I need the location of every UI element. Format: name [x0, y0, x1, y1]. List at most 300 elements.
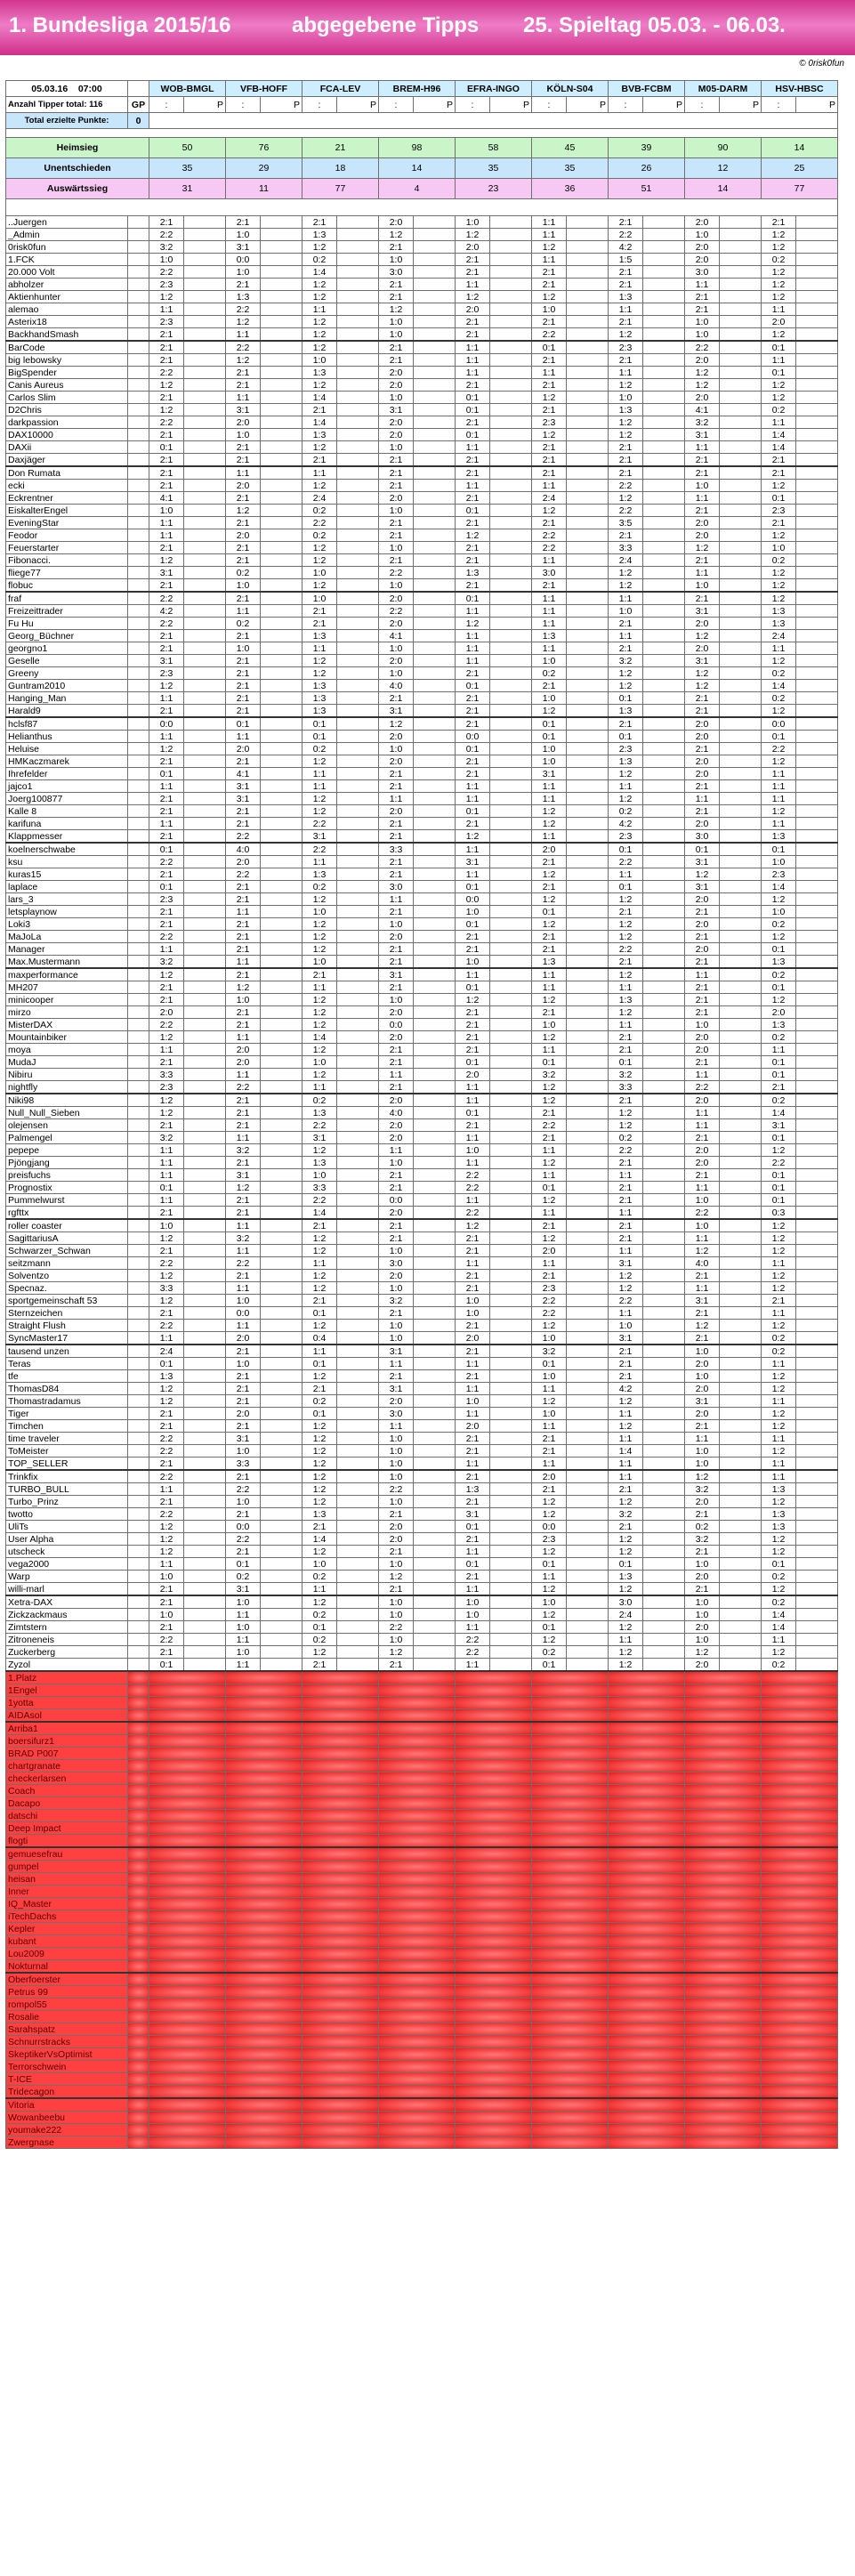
tip-cell: 1:2 [149, 680, 184, 692]
tip-cell: 1:2 [609, 893, 643, 906]
tip-points-cell [414, 1358, 456, 1370]
tip-points-cell [184, 1056, 226, 1069]
tip-points-cell [184, 1182, 226, 1194]
tip-points-cell [337, 1370, 379, 1383]
gp-cell [128, 768, 149, 780]
tip-cell: 2:1 [456, 1345, 490, 1358]
tip-points-cell [414, 1621, 456, 1634]
tip-cell: 2:1 [226, 680, 261, 692]
tip-cell: 1:0 [226, 1595, 261, 1609]
tip-points-cell [720, 893, 762, 906]
tip-points-cell [643, 1546, 685, 1558]
tip-points-cell [414, 1182, 456, 1194]
tip-points-cell [643, 1295, 685, 1307]
tip-cell: 1:0 [456, 1595, 490, 1609]
tip-cell: 1:1 [456, 354, 490, 367]
tip-cell: 1:1 [456, 968, 490, 981]
tip-cell: 1:1 [456, 441, 490, 454]
tip-cell: 1:2 [532, 918, 567, 931]
tip-cell: 1:1 [302, 303, 337, 316]
tip-cell: 2:1 [609, 1345, 643, 1358]
tip-cell: 1:2 [302, 755, 337, 768]
tip-cell: 1:3 [762, 1019, 796, 1031]
tip-cell: 2:1 [456, 1282, 490, 1295]
tip-cell: 3:2 [685, 1533, 720, 1546]
stat-row-auswaertssieg [6, 179, 838, 199]
tip-cell: 1:1 [685, 793, 720, 805]
tip-cell: 1:2 [532, 241, 567, 254]
tip-points-cell [567, 830, 609, 844]
tipper-row [6, 279, 838, 291]
tip-cell: 3:2 [609, 655, 643, 667]
tip-points-cell [567, 1496, 609, 1508]
tip-points-cell [720, 843, 762, 856]
tip-points-cell [796, 1031, 838, 1044]
tip-cell: 2:1 [379, 1583, 414, 1596]
missing-tip-cell [226, 1684, 302, 1697]
tip-cell: 0:1 [149, 1358, 184, 1370]
tip-points-cell [414, 1408, 456, 1420]
tip-points-cell [796, 1508, 838, 1521]
tip-points-cell [643, 316, 685, 328]
tip-points-cell [184, 441, 226, 454]
tip-points-cell [567, 667, 609, 680]
tipper-row [6, 492, 838, 505]
gp-cell [128, 1910, 149, 1923]
tip-cell: 2:2 [456, 1646, 490, 1659]
match-header: M05-DARM [685, 81, 762, 97]
tipper-name: Timchen [6, 1420, 128, 1433]
tip-cell: 2:0 [379, 1031, 414, 1044]
missing-tip-cell [456, 1948, 532, 1960]
tipper-row [6, 805, 838, 818]
missing-tip-cell [456, 1671, 532, 1684]
gp-cell [128, 492, 149, 505]
gp-cell [128, 1395, 149, 1408]
tipper-row [6, 466, 838, 480]
tip-cell: 0:1 [532, 341, 567, 354]
tip-cell: 3:0 [379, 1408, 414, 1420]
tip-points-cell [643, 1245, 685, 1257]
missing-tipper-row [6, 2086, 838, 2099]
tip-points-cell [184, 642, 226, 655]
tip-points-cell [567, 316, 609, 328]
missing-tip-cell [762, 1923, 838, 1935]
missing-tip-cell [609, 1973, 685, 1986]
missing-tip-cell [149, 1773, 226, 1785]
missing-tip-cell [226, 1835, 302, 1848]
tip-cell: 0:1 [762, 1132, 796, 1144]
missing-tip-cell [762, 1986, 838, 1999]
tip-cell: 3:1 [532, 768, 567, 780]
tip-points-cell [796, 931, 838, 943]
tipper-name: 0risk0fun [6, 241, 128, 254]
tip-cell: 1:0 [685, 1345, 720, 1358]
missing-tip-cell [685, 1935, 762, 1948]
gp-label: GP [128, 97, 149, 113]
tip-cell: 2:0 [379, 1132, 414, 1144]
tip-cell: 2:1 [609, 441, 643, 454]
gp-cell [128, 1659, 149, 1672]
tipper-name: Joerg100877 [6, 793, 128, 805]
missing-tipper-name: iTechDachs [6, 1910, 128, 1923]
tip-cell: 2:1 [226, 755, 261, 768]
tip-cell: 1:0 [226, 1646, 261, 1659]
missing-tipper-row [6, 1671, 838, 1684]
gp-cell [128, 731, 149, 743]
tipper-row [6, 1031, 838, 1044]
tip-cell: 1:2 [302, 316, 337, 328]
tip-cell: 1:1 [456, 1132, 490, 1144]
tip-points-cell [796, 1232, 838, 1245]
tip-points-cell [796, 667, 838, 680]
missing-tip-cell [302, 2086, 379, 2099]
gp-cell [128, 906, 149, 918]
tipper-row [6, 830, 838, 844]
tip-cell: 1:0 [149, 1609, 184, 1621]
tip-points-cell [337, 717, 379, 731]
tip-cell: 2:1 [685, 1508, 720, 1521]
match-header: BVB-FCBM [609, 81, 685, 97]
tip-cell: 3:1 [149, 655, 184, 667]
tip-cell: 1:0 [456, 956, 490, 969]
tip-cell: 1:2 [762, 480, 796, 492]
tipper-name: Asterix18 [6, 316, 128, 328]
gp-cell [128, 1709, 149, 1723]
tip-points-cell [184, 705, 226, 718]
gp-cell [128, 1282, 149, 1295]
tip-points-cell [490, 1458, 532, 1471]
points-cell: P [414, 97, 456, 113]
tip-points-cell [643, 856, 685, 868]
tip-points-cell [184, 1395, 226, 1408]
missing-tip-cell [226, 1847, 302, 1861]
tip-points-cell [796, 1609, 838, 1621]
tip-points-cell [337, 1019, 379, 1031]
tip-cell: 1:1 [226, 1659, 261, 1672]
tip-cell: 1:1 [609, 780, 643, 793]
tip-points-cell [490, 893, 532, 906]
missing-tip-cell [149, 1760, 226, 1773]
tip-points-cell [414, 642, 456, 655]
missing-tip-cell [379, 1722, 456, 1735]
tip-cell: 1:1 [456, 1157, 490, 1169]
tip-points-cell [796, 1332, 838, 1345]
gp-cell [128, 692, 149, 705]
tipper-name: Zuckerberg [6, 1646, 128, 1659]
tip-cell: 1:3 [302, 680, 337, 692]
tip-points-cell [796, 229, 838, 241]
tip-points-cell [261, 906, 302, 918]
stat-value: 12 [685, 158, 762, 179]
tip-points-cell [720, 1031, 762, 1044]
tip-cell: 1:1 [532, 793, 567, 805]
tip-points-cell [796, 818, 838, 830]
tip-cell: 1:2 [149, 1295, 184, 1307]
tip-cell: 1:1 [456, 843, 490, 856]
tip-cell: 2:1 [685, 743, 720, 755]
tip-points-cell [337, 805, 379, 818]
tip-points-cell [184, 1646, 226, 1659]
tip-cell: 1:1 [379, 793, 414, 805]
tip-cell: 2:1 [149, 1119, 184, 1132]
tip-points-cell [567, 1383, 609, 1395]
missing-tip-cell [609, 1960, 685, 1974]
tip-points-cell [261, 1345, 302, 1358]
tip-points-cell [337, 1107, 379, 1119]
tip-points-cell [490, 931, 532, 943]
tip-points-cell [643, 1659, 685, 1672]
tip-cell: 1:1 [685, 492, 720, 505]
missing-tip-cell [456, 1822, 532, 1835]
tip-points-cell [643, 780, 685, 793]
tip-cell: 2:2 [609, 505, 643, 517]
tip-cell: 2:1 [609, 466, 643, 480]
tip-points-cell [720, 1496, 762, 1508]
tip-points-cell [261, 216, 302, 229]
missing-tipper-row [6, 1735, 838, 1748]
tip-cell: 1:2 [302, 1282, 337, 1295]
tip-points-cell [490, 592, 532, 605]
tip-points-cell [337, 454, 379, 467]
tip-cell: 2:2 [532, 529, 567, 542]
tip-points-cell [643, 254, 685, 266]
tip-cell: 2:1 [456, 254, 490, 266]
missing-tip-cell [226, 1910, 302, 1923]
tip-cell: 2:2 [532, 1307, 567, 1320]
tip-cell: 1:2 [302, 441, 337, 454]
missing-tip-cell [302, 2048, 379, 2061]
tip-points-cell [337, 1094, 379, 1107]
tip-cell: 1:2 [302, 1496, 337, 1508]
tip-cell: 2:1 [532, 1132, 567, 1144]
gp-cell [128, 1835, 149, 1848]
tip-points-cell [184, 1132, 226, 1144]
missing-tipper-row [6, 1873, 838, 1886]
tip-cell: 1:1 [456, 655, 490, 667]
tip-points-cell [414, 1107, 456, 1119]
tip-points-cell [720, 1081, 762, 1094]
tip-cell: 1:0 [456, 1295, 490, 1307]
tip-points-cell [337, 630, 379, 642]
tip-cell: 1:2 [302, 1546, 337, 1558]
tip-cell: 1:2 [302, 1006, 337, 1019]
tip-cell: 0:1 [149, 768, 184, 780]
tip-cell: 2:1 [226, 1207, 261, 1220]
tip-points-cell [490, 881, 532, 893]
tip-points-cell [414, 1483, 456, 1496]
tip-points-cell [643, 266, 685, 279]
tip-cell: 1:0 [685, 480, 720, 492]
tip-cell: 1:2 [532, 1094, 567, 1107]
tip-cell: 1:0 [456, 906, 490, 918]
tip-cell: 0:1 [762, 1169, 796, 1182]
missing-tipper-row [6, 1886, 838, 1898]
tip-cell: 2:1 [149, 906, 184, 918]
tip-cell: 1:1 [456, 1621, 490, 1634]
missing-tip-cell [379, 2112, 456, 2124]
tip-cell: 1:2 [532, 1634, 567, 1646]
tipper-name: jajco1 [6, 780, 128, 793]
missing-tip-cell [379, 2061, 456, 2073]
tip-cell: 1:1 [149, 1194, 184, 1207]
tipper-row [6, 454, 838, 467]
tip-points-cell [567, 1470, 609, 1483]
missing-tip-cell [456, 1960, 532, 1974]
tipper-row [6, 1595, 838, 1609]
tip-cell: 0:1 [149, 1659, 184, 1672]
tip-points-cell [567, 755, 609, 768]
tip-cell: 2:1 [149, 429, 184, 441]
tip-points-cell [184, 1245, 226, 1257]
tip-cell: 2:1 [609, 717, 643, 731]
missing-tip-cell [302, 1973, 379, 1986]
tip-points-cell [261, 1295, 302, 1307]
tip-cell: 1:1 [379, 1069, 414, 1081]
gp-cell [128, 1458, 149, 1471]
missing-tip-cell [226, 1773, 302, 1785]
tip-points-cell [414, 291, 456, 303]
gp-cell [128, 1861, 149, 1873]
tip-points-cell [643, 1345, 685, 1358]
tip-cell: 2:0 [685, 1621, 720, 1634]
tip-cell: 2:1 [149, 1408, 184, 1420]
gp-cell [128, 1797, 149, 1810]
tip-cell: 2:1 [226, 554, 261, 567]
tip-cell: 1:3 [762, 618, 796, 630]
tip-cell: 1:0 [379, 1157, 414, 1169]
tip-cell: 0:1 [762, 1056, 796, 1069]
tip-cell: 1:2 [532, 1031, 567, 1044]
tip-points-cell [490, 579, 532, 593]
tip-points-cell [337, 505, 379, 517]
missing-tip-cell [685, 1785, 762, 1797]
tip-points-cell [490, 830, 532, 844]
tip-points-cell [720, 1132, 762, 1144]
tip-points-cell [414, 1508, 456, 1521]
tip-cell: 1:1 [149, 692, 184, 705]
tipper-name: Schwarzer_Schwan [6, 1245, 128, 1257]
tip-cell: 1:2 [762, 266, 796, 279]
tipper-name: Null_Null_Sieben [6, 1107, 128, 1119]
tip-cell: 1:3 [302, 868, 337, 881]
tipper-name: Hanging_Man [6, 692, 128, 705]
tip-points-cell [414, 743, 456, 755]
tip-cell: 0:2 [685, 1521, 720, 1533]
tip-points-cell [720, 1546, 762, 1558]
stat-value: 14 [685, 179, 762, 199]
gp-cell [128, 328, 149, 342]
missing-tipper-row [6, 1822, 838, 1835]
tip-points-cell [796, 1370, 838, 1383]
tip-cell: 2:1 [685, 291, 720, 303]
tip-points-cell [720, 1332, 762, 1345]
tip-points-cell [337, 1257, 379, 1270]
tip-cell: 2:1 [762, 517, 796, 529]
tip-points-cell [261, 881, 302, 893]
missing-tip-cell [379, 1873, 456, 1886]
tip-points-cell [414, 768, 456, 780]
tip-points-cell [261, 517, 302, 529]
tip-points-cell [261, 1232, 302, 1245]
tip-cell: 1:1 [609, 1169, 643, 1182]
tip-cell: 2:1 [762, 1081, 796, 1094]
tip-cell: 2:1 [456, 554, 490, 567]
tip-points-cell [796, 1558, 838, 1571]
missing-tip-cell [762, 1935, 838, 1948]
tip-points-cell [261, 1307, 302, 1320]
tip-points-cell [337, 893, 379, 906]
tip-cell: 2:1 [226, 805, 261, 818]
tip-cell: 0:2 [762, 1332, 796, 1345]
gp-cell [128, 1157, 149, 1169]
missing-tip-cell [456, 2112, 532, 2124]
tip-points-cell [261, 1408, 302, 1420]
gp-cell [128, 968, 149, 981]
tip-cell: 1:0 [379, 1445, 414, 1458]
missing-tip-cell [226, 1960, 302, 1974]
tip-cell: 1:2 [302, 1270, 337, 1282]
missing-tip-cell [685, 1986, 762, 1999]
gp-cell [128, 605, 149, 618]
tipper-row [6, 843, 838, 856]
tip-points-cell [796, 367, 838, 379]
tip-cell: 0:1 [456, 1056, 490, 1069]
tipper-row [6, 1508, 838, 1521]
tip-points-cell [796, 1094, 838, 1107]
tip-cell: 0:2 [302, 1094, 337, 1107]
tip-cell: 0:1 [456, 429, 490, 441]
tip-points-cell [490, 1483, 532, 1496]
missing-tip-cell [226, 1886, 302, 1898]
missing-tip-cell [226, 1948, 302, 1960]
tip-cell: 1:1 [456, 642, 490, 655]
missing-tip-cell [532, 1709, 609, 1723]
tip-points-cell [261, 994, 302, 1006]
tip-cell: 1:3 [762, 956, 796, 969]
missing-tip-cell [149, 1873, 226, 1886]
tip-points-cell [261, 303, 302, 316]
missing-tip-cell [532, 1697, 609, 1709]
tip-cell: 1:1 [532, 229, 567, 241]
missing-tip-cell [456, 1886, 532, 1898]
gp-cell [128, 1986, 149, 1999]
tip-points-cell [261, 956, 302, 969]
missing-tipper-name: Zwergnase [6, 2136, 128, 2149]
tip-cell: 0:1 [302, 1621, 337, 1634]
gp-cell [128, 1697, 149, 1709]
tip-points-cell [490, 1508, 532, 1521]
tip-cell: 2:1 [379, 529, 414, 542]
tip-points-cell [567, 893, 609, 906]
tip-points-cell [490, 1194, 532, 1207]
tip-cell: 2:1 [456, 1320, 490, 1332]
tip-cell: 2:0 [379, 216, 414, 229]
tip-points-cell [337, 743, 379, 755]
tip-points-cell [567, 1144, 609, 1157]
tip-cell: 2:1 [302, 618, 337, 630]
tip-cell: 2:1 [226, 1546, 261, 1558]
tip-points-cell [643, 592, 685, 605]
tip-cell: 4:2 [149, 605, 184, 618]
tip-points-cell [337, 1621, 379, 1634]
tipper-name: alemao [6, 303, 128, 316]
tip-points-cell [261, 1558, 302, 1571]
tip-cell: 1:1 [149, 731, 184, 743]
tip-cell: 2:2 [609, 1295, 643, 1307]
tipper-name: Max.Mustermann [6, 956, 128, 969]
missing-tipper-name: Vitoria [6, 2098, 128, 2112]
